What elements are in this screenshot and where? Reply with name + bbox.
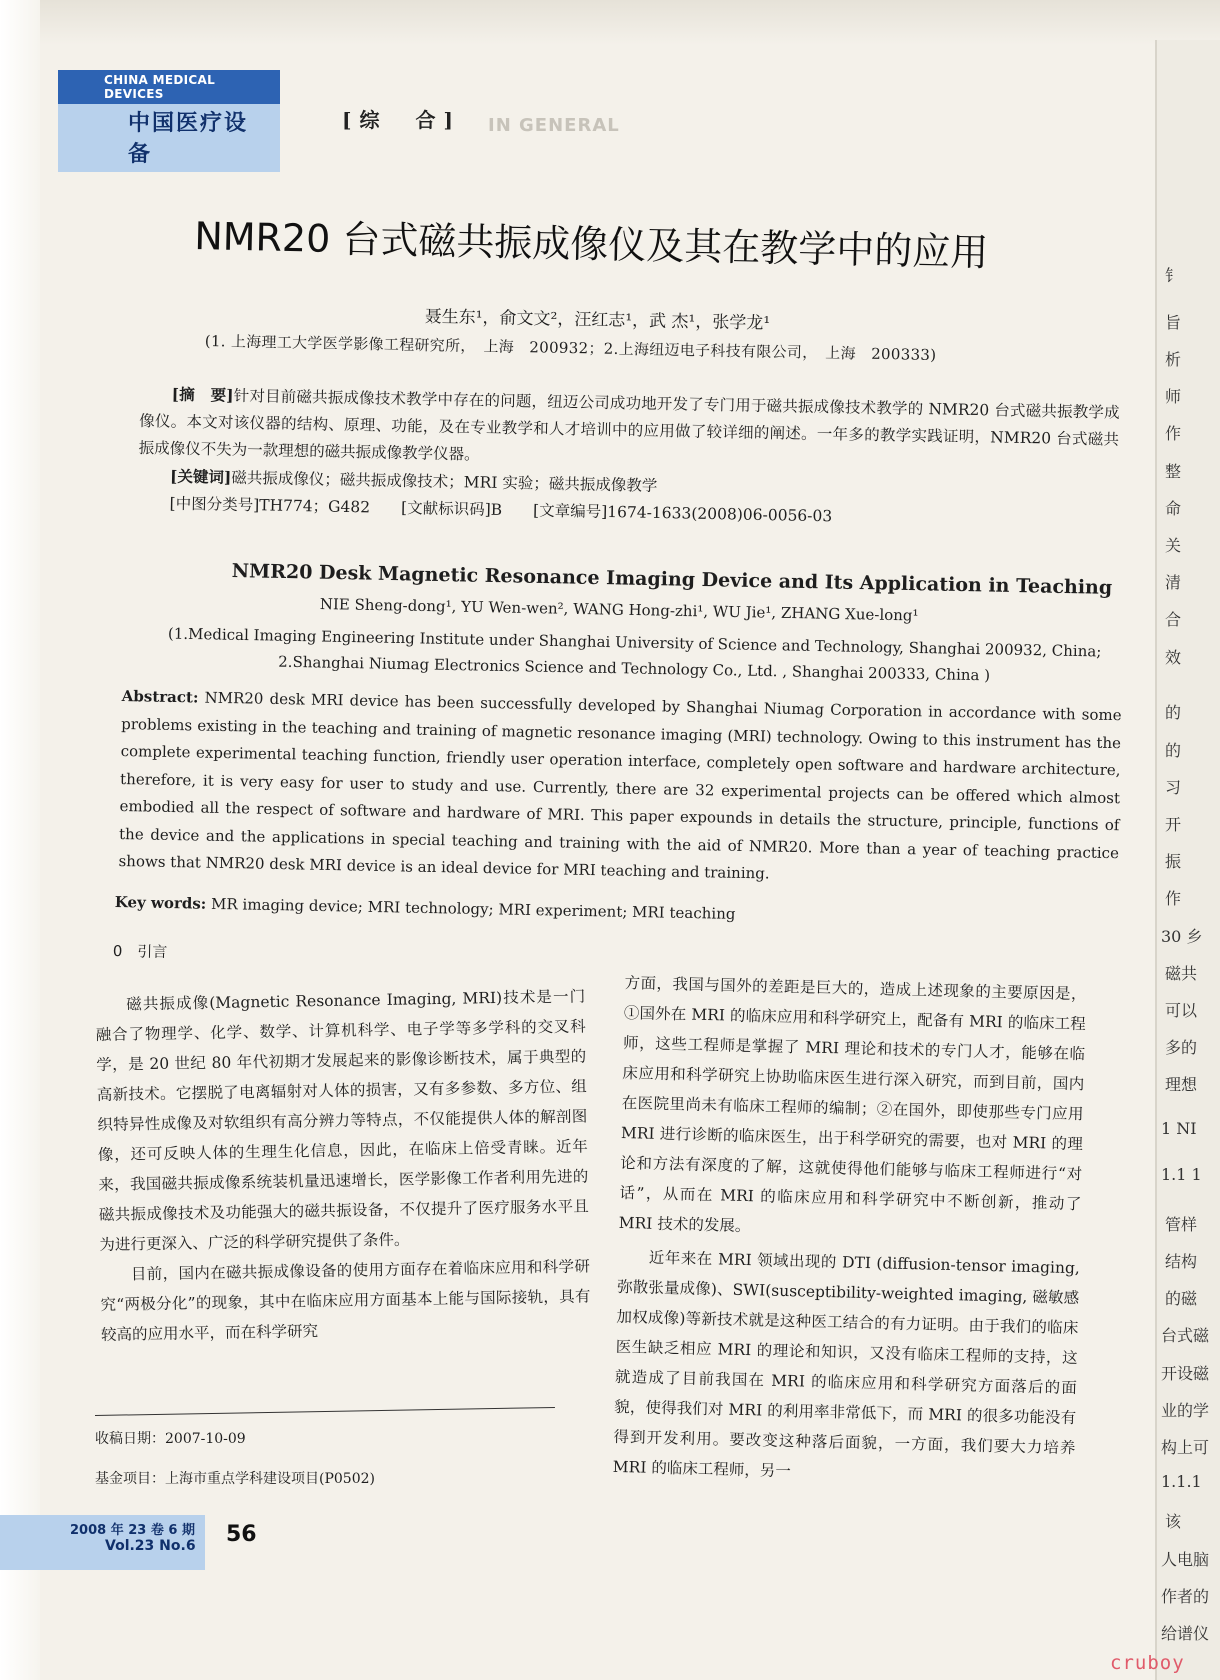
adjacent-page-fragment: 多的 [1165, 1038, 1198, 1058]
adjacent-page-fragment: 可以 [1165, 1000, 1198, 1020]
adjacent-page-fragment: 关 [1165, 535, 1182, 555]
footer-issue-en: Vol.23 No.6 [105, 1538, 196, 1554]
journal-logo [58, 70, 280, 172]
adjacent-page-fragment: 清 [1165, 573, 1182, 593]
adjacent-page-fragment: 振 [1165, 852, 1182, 872]
adjacent-page-fragment: 师 [1165, 387, 1182, 407]
cn-keywords-label: [关键词] [169, 466, 232, 487]
adjacent-page-fragment: 效 [1165, 647, 1182, 667]
adjacent-page-fragment: 结构 [1165, 1252, 1198, 1271]
adjacent-page-fragment: 1.1.1 [1161, 1472, 1202, 1492]
adjacent-page-fragment: 的 [1165, 740, 1182, 760]
body-right-column [612, 968, 1086, 1493]
page-left-edge [0, 0, 40, 1680]
adjacent-page-fragment: 台式磁 [1161, 1326, 1210, 1346]
article-no-label: [文章编号] [532, 501, 608, 521]
en-title: NMR20 Desk Magnetic Resonance Imaging Device and Its Application in Teaching [231, 560, 1113, 599]
adjacent-page-fragment: 钅 [1165, 266, 1182, 286]
journal-name-cn: 中国医疗设备 [58, 104, 280, 172]
adjacent-page-fragment: 业的学 [1161, 1400, 1210, 1420]
adjacent-page-fragment: 整 [1165, 461, 1182, 481]
page-number: 56 [226, 1522, 257, 1547]
article-no-value: 1674-1633(2008)06-0056-03 [607, 502, 833, 526]
adjacent-page-fragment: 人电脑 [1161, 1549, 1210, 1569]
affiliations-cn: (1. 上海理工大学医学影像工程研究所， 上海 200932；2.上海纽迈电子科技有限公司， 上海 200333) [204, 331, 937, 365]
footnote-received: 收稿日期：2007-10-09 [95, 1431, 246, 1447]
article-title: NMR20 台式磁共振成像仪及其在教学中的应用 [193, 213, 989, 275]
page-top-shade [40, 0, 1220, 45]
en-abstract-block [118, 683, 1122, 895]
adjacent-page-strip [1155, 40, 1220, 1680]
cn-keywords-text: 磁共振成像仪；磁共振成像技术；MRI 实验；磁共振成像教学 [231, 468, 658, 495]
adjacent-page-fragment: 30 乡 [1161, 926, 1203, 946]
adjacent-page-fragment: 管样 [1165, 1214, 1198, 1234]
body-paragraph: 方面，我国与国外的差距是巨大的，造成上述现象的主要原因是，①国外在 MRI 的临床应用和科学研究上，配备有 MRI 的临床工程师，这些工程师是掌握了 MRI 理论和技术的专门人才，能够在临床应用和科学研究上协助临床医生进行深入研究，而到目前，国内在医院里尚未有临床工程师的编制；②在国外，即使那些专门应用 MRI 进行诊断的临床医生，出于科学研究的需要，也对 MRI 的理论和方法有深度的了解，这就使得他们能够与临床工程师进行“对话”，从而在 MRI 的临床应用和科学研究中不断创新，推动了 MRI 技术的发展。 [618, 973, 1087, 1236]
body-left-column [95, 981, 591, 1349]
journal-name-en: CHINA MEDICAL DEVICES [58, 70, 280, 104]
clc-value: TH774；G482 [259, 496, 371, 517]
en-keywords-text: MR imaging device; MRI technology; MRI experiment; MRI teaching [210, 894, 736, 923]
en-abstract [118, 683, 1122, 895]
adjacent-page-fragment: 作者的 [1161, 1586, 1210, 1606]
en-abstract-text: NMR20 desk MRI device has been successfully developed by Shanghai Niumag Corporation in accordance with some problems existing in the teaching and training of magnetic resonance imaging (MRI) technology. Owing to this instrument has the complete experimental teaching function, friendly user operation interface, completely open software and hardware architecture, therefore, it is very easy for user to study and use. Currently, there are 32 experimental projects can be offered which almost embodied all the respect of software and hardware of MRI. This paper expounds in details the structure, principle, functions of the device and the applications in special teaching and training with the aid of NMR20. More than a year of teaching practice shows that NMR20 desk MRI device is an ideal device for MRI teaching and training. [118, 688, 1122, 883]
cn-abstract-text: 针对目前磁共振成像技术教学中存在的问题，纽迈公司成功地开发了专门用于磁共振成像技术教学的 NMR20 台式磁共振教学成像仪。本文对该仪器的结构、原理、功能，及在专业教学和人才培训中的应用做了较详细的阐述。一年多的教学实践证明，NMR20 台式磁共振成像仪不失为一款理想的磁共振成像教学仪器。 [138, 386, 1120, 464]
adjacent-page-fragment: 磁共 [1165, 963, 1198, 983]
en-keywords-label: Key words: [114, 893, 207, 913]
body-paragraph: 近年来在 MRI 领域出现的 DTI (diffusion-tensor imaging, 弥散张量成像)、SWI(susceptibility-weighted imaging, 磁敏感加权成像)等新技术就是这种医工结合的有力证明。由于我们的临床医生缺乏相应 MRI 的理论和知识，又没有临床工程师的支持，这就造成了目前我国在 MRI 的临床应用和科学研究方面落后的面貌，使得我们对 MRI 的利用率非常低下，而 MRI 的很多功能没有得到开发利用。要改变这种落后面貌，一方面，我们要大力培养 MRI 的临床工程师，另一 [612, 1248, 1081, 1481]
section-heading-intro: 0 引言 [112, 941, 168, 962]
section-tag: [综 合] [342, 108, 461, 132]
adjacent-page-fragment: 开设磁 [1161, 1363, 1210, 1383]
adjacent-page-fragment: 1.1 1 [1161, 1165, 1202, 1185]
adjacent-page-fragment: 合 [1165, 610, 1182, 630]
adjacent-page-fragment: 析 [1165, 349, 1182, 369]
adjacent-page-fragment: 该 [1165, 1512, 1182, 1532]
adjacent-page-fragment: 开 [1165, 814, 1182, 834]
adjacent-page-fragment: 的 [1165, 703, 1182, 723]
doc-value: B [490, 500, 503, 519]
body-paragraph: 磁共振成像(Magnetic Resonance Imaging, MRI)技术是一门融合了物理学、化学、数学、计算机科学、电子学等多学科的交叉科学，是 20 世纪 80 年代初期才发展起来的影像诊断技术，属于典型的高新技术。它摆脱了电离辐射对人体的损害，又有多参数、多方位、组织特异性成像及对软组织有高分辨力等特点，不仅能提供人体的解剖图像，还可反映人体的生理生化信息，因此，在临床上倍受青睐。近年来，我国磁共振成像系统装机量迅速增长，医学影像工作者利用先进的磁共振成像技术及功能强大的磁共振设备，不仅提升了医疗服务水平且为进行更深入、广泛的科学研究提供了条件。 [95, 987, 590, 1254]
cn-abstract-label: [摘 要] [171, 384, 234, 405]
doc-label: [文献标识码] [400, 499, 491, 519]
authors-cn: 聂生东¹，俞文文²，汪红志¹，武 杰¹，张学龙¹ [424, 306, 771, 334]
cn-abstract-block [137, 380, 1119, 536]
adjacent-page-fragment: 命 [1165, 498, 1182, 518]
en-affiliation: (1.Medical Imaging Engineering Institute under Shanghai University of Science and Technology, Shanghai 200932, China; 2.Shanghai Niumag Electronics Science and Technology Co., Ltd. , Shanghai 200333, China ) [167, 624, 1102, 685]
clc-label: [中图分类号] [169, 494, 260, 515]
section-tag-en: IN GENERAL [488, 115, 620, 136]
footnote-rule [95, 1407, 555, 1416]
adjacent-page-fragment: 作 [1165, 889, 1182, 909]
adjacent-page-fragment: 作 [1165, 424, 1182, 444]
en-authors: NIE Sheng-dong¹, YU Wen-wen², WANG Hong-zhi¹, WU Jie¹, ZHANG Xue-long¹ [319, 595, 919, 625]
adjacent-page-fragment: 构上可 [1161, 1438, 1210, 1457]
adjacent-page-fragment: 习 [1165, 777, 1182, 797]
adjacent-page-fragment: 给谱仪 [1161, 1624, 1210, 1643]
adjacent-page-fragment: 理想 [1165, 1075, 1198, 1095]
footnote-fund: 基金项目：上海市重点学科建设项目(P0502) [95, 1471, 375, 1487]
watermark: cruboy [1110, 1652, 1185, 1674]
adjacent-page-fragment: 1 NI [1161, 1118, 1197, 1138]
adjacent-page-fragment: 旨 [1165, 312, 1182, 332]
adjacent-page-fragment: 的磁 [1165, 1289, 1198, 1309]
en-abstract-label: Abstract: [121, 686, 199, 707]
en-keywords [115, 893, 1115, 930]
footer-issue-cn: 2008 年 23 卷 6 期 [70, 1523, 195, 1538]
body-paragraph: 目前，国内在磁共振成像设备的使用方面存在着临床应用和科学研究“两极分化”的现象，其中在临床应用方面基本上能与国际接轨，具有较高的应用水平，而在科学研究 [100, 1257, 591, 1344]
